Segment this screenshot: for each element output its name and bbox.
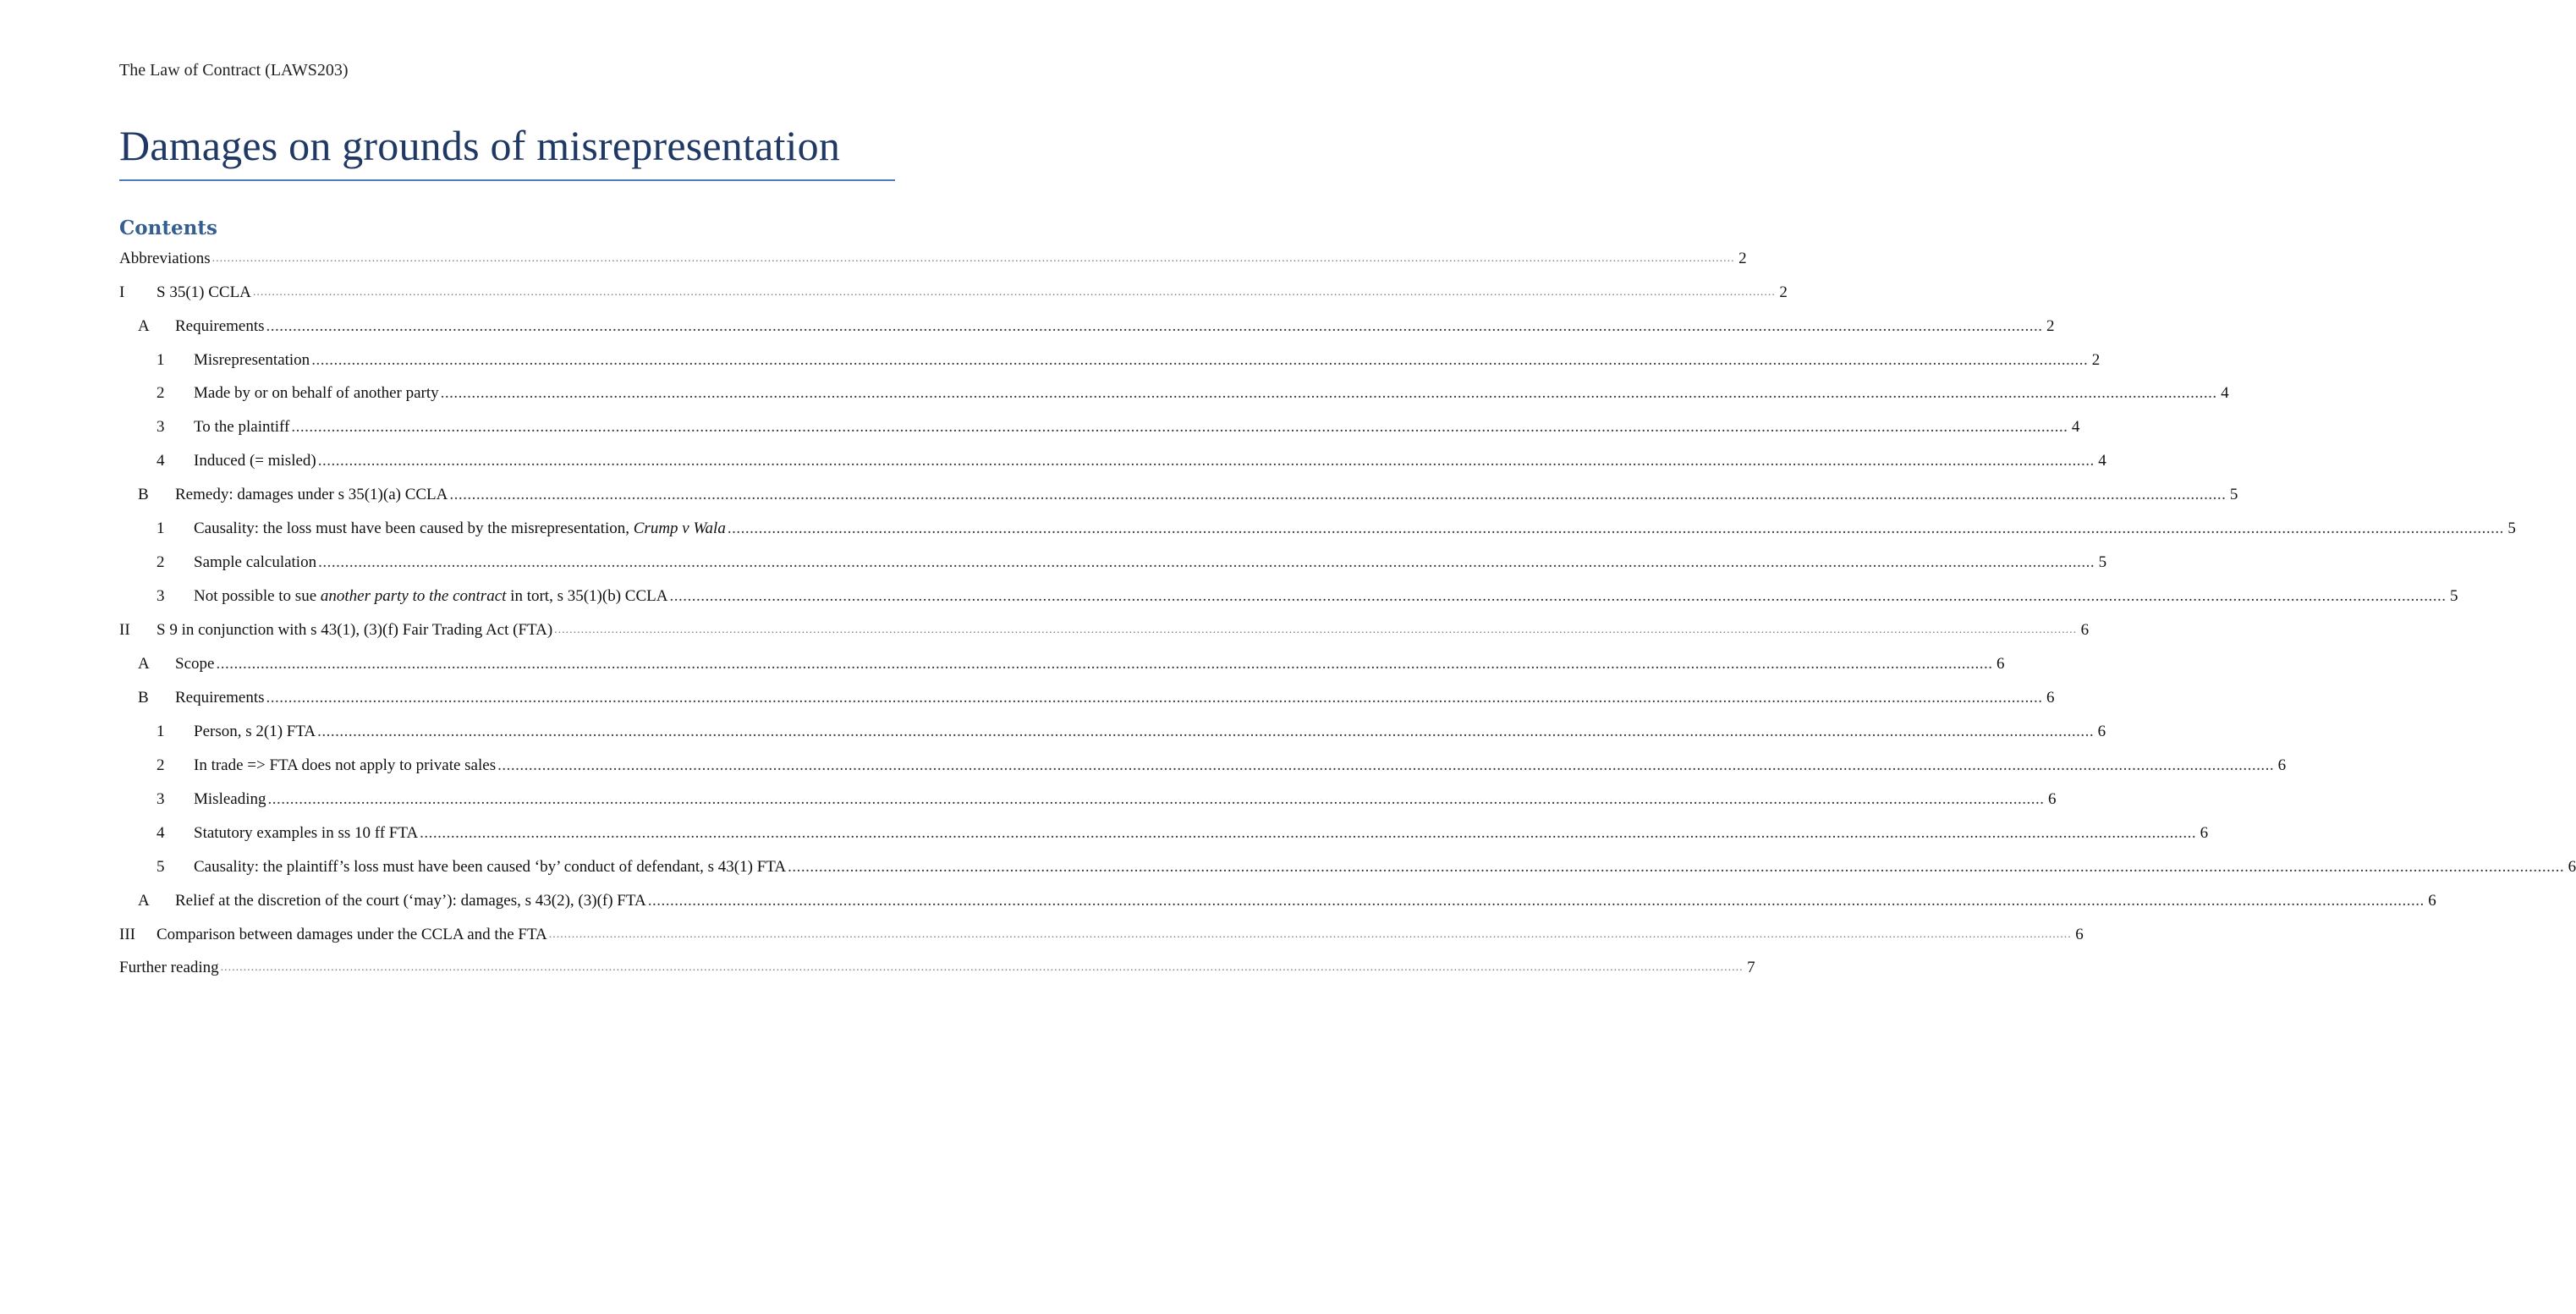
toc-entry[interactable] bbox=[119, 242, 1747, 276]
toc-page-number: 6 bbox=[2046, 689, 2055, 706]
toc-dot-leader bbox=[311, 351, 2088, 370]
toc-entry-label bbox=[157, 926, 547, 944]
toc-dot-leader bbox=[317, 723, 2094, 741]
toc-entry-text: Requirements bbox=[175, 317, 265, 335]
toc-dot-leader bbox=[441, 384, 2217, 403]
toc-entry-label bbox=[194, 418, 289, 437]
toc-entry[interactable] bbox=[119, 410, 2080, 444]
toc-entry-label bbox=[194, 858, 786, 877]
toc-entry-text: Made by or on behalf of another party bbox=[194, 384, 439, 402]
toc-entry-label bbox=[119, 250, 211, 268]
toc-entry-label bbox=[194, 723, 316, 741]
toc-entry-text: Further reading bbox=[119, 959, 219, 976]
toc-entry[interactable] bbox=[119, 918, 2084, 952]
toc-page-number: 2 bbox=[2046, 317, 2055, 335]
toc-entry-text: Causality: the plaintiff’s loss must have been caused ‘by’ conduct of defendant, s 43(1) FTA bbox=[194, 858, 787, 876]
toc-page-number: 2 bbox=[1779, 283, 1788, 301]
toc-dot-leader bbox=[554, 624, 2077, 637]
toc-entry-text: Misrepresentation bbox=[194, 351, 310, 369]
toc-page-number: 5 bbox=[2449, 587, 2458, 605]
toc-entry-text: In trade => FTA does not apply to private sales bbox=[194, 756, 497, 774]
toc-entry-label bbox=[175, 486, 448, 504]
toc-entry-label bbox=[119, 959, 219, 977]
toc-dot-leader bbox=[216, 655, 1992, 673]
toc-dot-leader bbox=[266, 689, 2043, 707]
toc-entry-label bbox=[175, 317, 265, 336]
toc-entry-number: II bbox=[119, 621, 130, 639]
toc-entry-text: Remedy: damages under s 35(1)(a) CCLA bbox=[175, 486, 448, 503]
toc-dot-leader bbox=[669, 587, 2446, 606]
course-header: The Law of Contract (LAWS203) bbox=[119, 61, 349, 80]
toc-entry-number: 3 bbox=[157, 418, 165, 436]
toc-entry-text: Requirements bbox=[175, 689, 265, 706]
toc-dot-leader bbox=[449, 486, 2226, 504]
toc-entry-label bbox=[194, 520, 726, 538]
toc-page-number: 2 bbox=[1738, 250, 1747, 267]
toc-entry-text: Person, s 2(1) FTA bbox=[194, 723, 316, 740]
toc-dot-leader bbox=[253, 286, 1776, 300]
toc-entry-label bbox=[194, 384, 439, 403]
toc-page-number: 6 bbox=[2277, 756, 2287, 774]
toc-entry-text: Not possible to sue bbox=[194, 587, 321, 605]
toc-entry-number: 3 bbox=[157, 587, 165, 605]
toc-entry-label bbox=[175, 892, 646, 910]
toc-entry-text: Misleading bbox=[194, 790, 266, 808]
toc-page-number: 6 bbox=[2048, 790, 2057, 808]
toc-entry-text: Induced (= misled) bbox=[194, 452, 316, 470]
toc-entry-number: 2 bbox=[157, 553, 165, 571]
toc-entry-text: Scope bbox=[175, 655, 215, 673]
toc-entry-text-tail: in tort, s 35(1)(b) CCLA bbox=[506, 587, 668, 605]
document-title: Damages on grounds of misrepresentation bbox=[119, 122, 841, 169]
toc-page-number: 6 bbox=[2568, 858, 2576, 876]
toc-entry-number: A bbox=[138, 317, 150, 335]
toc-entry[interactable] bbox=[119, 310, 2055, 344]
toc-entry-text: Abbreviations bbox=[119, 250, 211, 267]
toc-entry-number: 4 bbox=[157, 824, 165, 842]
toc-dot-leader bbox=[420, 824, 2196, 843]
toc-entry-text: Comparison between damages under the CCLA and the FTA bbox=[157, 926, 547, 943]
toc-entry-number: 4 bbox=[157, 452, 165, 470]
toc-entry[interactable] bbox=[119, 377, 2229, 410]
toc-entry-label bbox=[194, 553, 316, 572]
toc-page-number: 6 bbox=[2428, 892, 2436, 910]
toc-entry-number: I bbox=[119, 283, 125, 301]
toc-dot-leader bbox=[648, 892, 2425, 910]
toc-entry[interactable] bbox=[119, 580, 2458, 613]
toc-entry[interactable] bbox=[119, 816, 2209, 850]
toc-dot-leader bbox=[318, 452, 2095, 470]
toc-dot-leader bbox=[788, 858, 2564, 877]
toc-dot-leader bbox=[728, 520, 2504, 538]
toc-entry-text: Relief at the discretion of the court (‘may’): damages, s 43(2), (3)(f) FTA bbox=[175, 892, 646, 910]
toc-entry[interactable] bbox=[119, 647, 2005, 681]
toc-entry-number: B bbox=[138, 689, 149, 706]
toc-page-number: 6 bbox=[2097, 723, 2106, 740]
toc-entry-emphasis: another party to the contract bbox=[320, 587, 507, 605]
toc-entry[interactable] bbox=[119, 681, 2055, 715]
toc-entry-number: 1 bbox=[157, 520, 165, 537]
toc-dot-leader bbox=[497, 756, 2274, 775]
toc-dot-leader bbox=[266, 317, 2043, 336]
toc-entry-text: To the plaintiff bbox=[194, 418, 290, 436]
toc-entry[interactable] bbox=[119, 951, 1755, 985]
toc-page-number: 5 bbox=[2098, 553, 2107, 571]
toc-page-number: 2 bbox=[2091, 351, 2101, 369]
title-block bbox=[119, 118, 895, 181]
toc-entry-label bbox=[194, 587, 667, 606]
toc-entry[interactable] bbox=[119, 546, 2107, 580]
toc-entry-text: S 9 in conjunction with s 43(1), (3)(f) Fair Trading Act (FTA) bbox=[157, 621, 553, 639]
toc-entry[interactable] bbox=[119, 344, 2101, 377]
toc-entry-number: 2 bbox=[157, 384, 165, 402]
toc-entry[interactable] bbox=[119, 749, 2287, 783]
toc-entry-label bbox=[194, 452, 316, 470]
toc-entry-label bbox=[175, 689, 265, 707]
toc-entry-text: S 35(1) CCLA bbox=[157, 283, 251, 301]
toc-page-number: 4 bbox=[2071, 418, 2080, 436]
toc-entry[interactable] bbox=[119, 715, 2106, 749]
toc-page-number: 5 bbox=[2229, 486, 2238, 503]
toc-entry-number: 5 bbox=[157, 858, 165, 876]
toc-dot-leader bbox=[221, 961, 1744, 975]
toc-entry-emphasis: Crump v Wala bbox=[633, 520, 726, 537]
toc-entry-label bbox=[194, 824, 418, 843]
toc-page-number: 7 bbox=[1747, 959, 1755, 976]
toc-entry-label bbox=[194, 790, 266, 809]
contents-heading: Contents bbox=[119, 217, 217, 239]
toc-entry-number: 1 bbox=[157, 723, 165, 740]
toc-entry[interactable] bbox=[119, 850, 2576, 884]
toc-dot-leader bbox=[212, 252, 1735, 266]
toc-page-number: 6 bbox=[1996, 655, 2005, 673]
toc-entry-text: Sample calculation bbox=[194, 553, 317, 571]
toc-page-number: 4 bbox=[2221, 384, 2229, 402]
toc-page-number: 6 bbox=[2200, 824, 2209, 842]
toc-dot-leader bbox=[268, 790, 2045, 809]
toc-entry-number: 2 bbox=[157, 756, 165, 774]
toc-entry-number: 3 bbox=[157, 790, 165, 808]
toc-entry-number: B bbox=[138, 486, 149, 503]
toc-entry-number: III bbox=[119, 926, 135, 943]
toc-entry[interactable] bbox=[119, 444, 2106, 478]
toc-entry[interactable] bbox=[119, 613, 2090, 647]
toc-entry-label bbox=[157, 283, 251, 302]
toc-entry-number: A bbox=[138, 892, 150, 910]
toc-entry[interactable] bbox=[119, 478, 2238, 512]
toc-page-number: 4 bbox=[2098, 452, 2106, 470]
toc-entry-label bbox=[194, 756, 496, 775]
toc-entry-label bbox=[157, 621, 552, 640]
toc-entry-number: A bbox=[138, 655, 150, 673]
toc-entry-text: Statutory examples in ss 10 ff FTA bbox=[194, 824, 419, 842]
toc-entry[interactable] bbox=[119, 884, 2436, 918]
toc-entry-text: Causality: the loss must have been caused by the misrepresentation, bbox=[194, 520, 634, 537]
toc-page-number: 6 bbox=[2080, 621, 2090, 639]
toc-entry[interactable] bbox=[119, 783, 2057, 816]
toc-page-number: 6 bbox=[2075, 926, 2084, 943]
toc-dot-leader bbox=[549, 928, 2072, 942]
toc-entry[interactable] bbox=[119, 512, 2516, 546]
toc-dot-leader bbox=[291, 418, 2068, 437]
toc-entry-number: 1 bbox=[157, 351, 165, 369]
toc-dot-leader bbox=[318, 553, 2095, 572]
toc-entry[interactable] bbox=[119, 276, 1788, 310]
toc-page-number: 5 bbox=[2507, 520, 2516, 537]
toc-entry-label bbox=[175, 655, 214, 673]
toc-entry-label bbox=[194, 351, 310, 370]
